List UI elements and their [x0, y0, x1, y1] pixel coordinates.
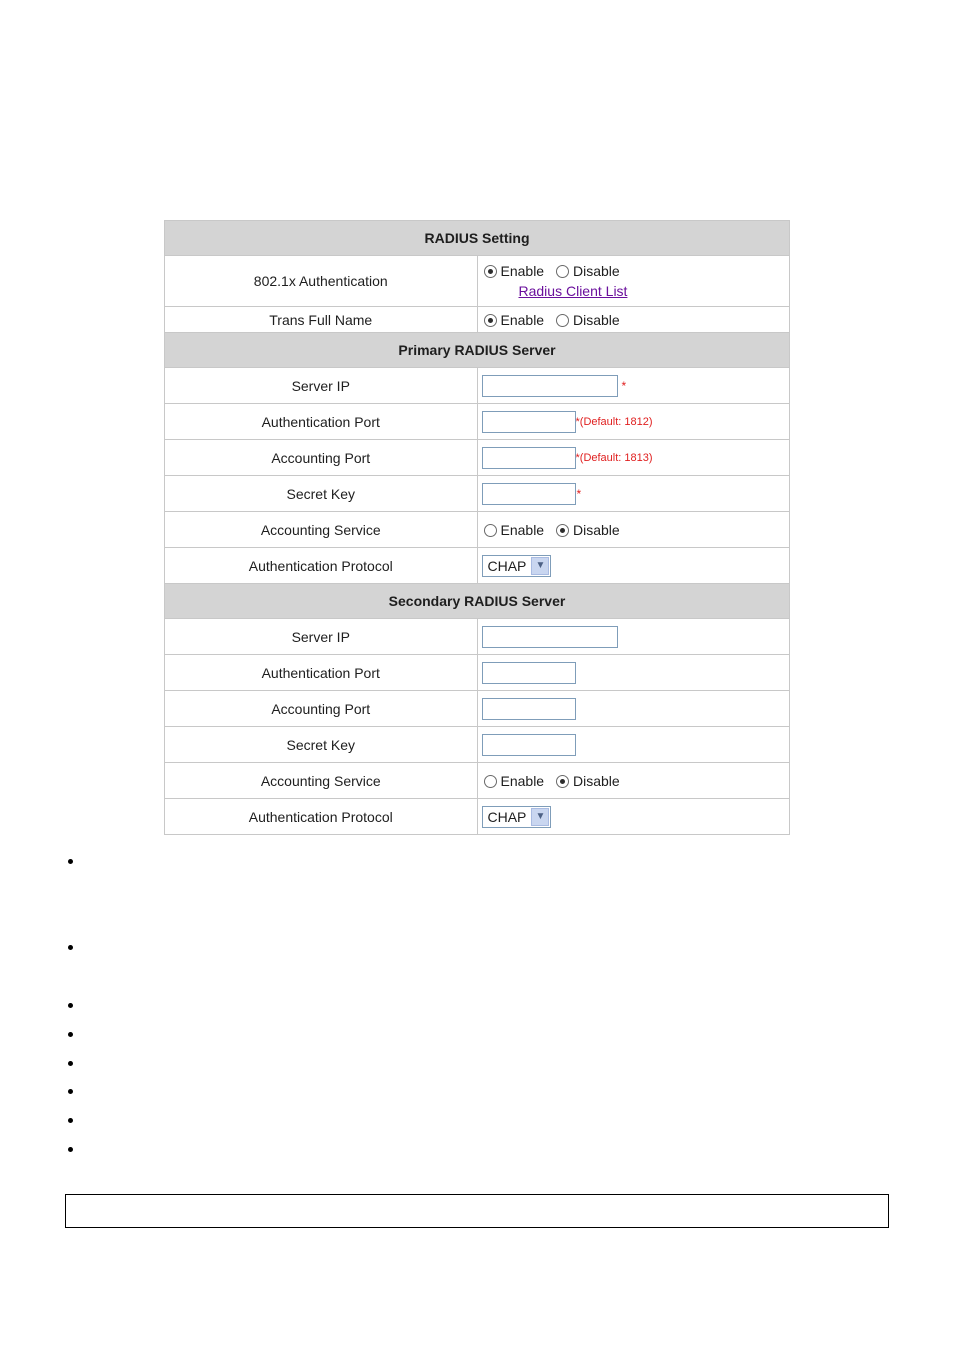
secondary-server-ip-input[interactable] — [482, 626, 618, 648]
bullet-icon — [68, 1118, 73, 1123]
secondary-acct-port-input[interactable] — [482, 698, 576, 720]
auth-8021x-row — [165, 256, 790, 307]
auth-8021x-label: 802.1x Authentication — [165, 256, 478, 307]
auth-8021x-disable-label: Disable — [572, 263, 620, 279]
primary-acct-port-input[interactable] — [482, 447, 576, 469]
trans-full-name-row — [165, 307, 790, 333]
secondary-auth-protocol-label: Authentication Protocol — [165, 799, 478, 835]
required-marker: * — [621, 378, 627, 393]
radius-setting-header: RADIUS Setting — [165, 221, 790, 256]
trans-full-name-disable-label: Disable — [572, 311, 620, 328]
secondary-auth-protocol-value: CHAP — [487, 808, 527, 825]
chevron-down-icon[interactable]: ▼ — [531, 557, 549, 575]
secondary-server-header: Secondary RADIUS Server — [165, 584, 790, 619]
secondary-secret-key-input[interactable] — [482, 734, 576, 756]
secondary-auth-port-label: Authentication Port — [165, 655, 478, 691]
primary-acct-service-disable-label: Disable — [572, 521, 620, 538]
primary-auth-protocol-row — [165, 548, 790, 584]
primary-auth-port-label: Authentication Port — [165, 404, 478, 440]
secondary-acct-port-row — [165, 691, 790, 727]
radius-setting-header-row — [165, 221, 790, 256]
primary-acct-service-enable-radio[interactable] — [484, 524, 497, 537]
primary-secret-key-input[interactable] — [482, 483, 576, 505]
secondary-server-ip-label: Server IP — [165, 619, 478, 655]
primary-auth-protocol-value: CHAP — [487, 557, 527, 574]
primary-acct-service-row — [165, 512, 790, 548]
bullet-icon — [68, 1032, 73, 1037]
auth-8021x-disable-radio[interactable] — [556, 265, 569, 278]
chevron-down-icon[interactable]: ▼ — [531, 808, 549, 826]
secondary-acct-service-row — [165, 763, 790, 799]
radius-settings-table — [164, 220, 790, 835]
trans-full-name-enable-radio[interactable] — [484, 314, 497, 327]
primary-secret-key-label: Secret Key — [165, 476, 478, 512]
primary-acct-service-enable-label: Enable — [500, 521, 545, 538]
secondary-auth-protocol-row — [165, 799, 790, 835]
radius-client-list-link[interactable]: Radius Client List — [518, 283, 628, 299]
primary-server-ip-input[interactable] — [482, 375, 618, 397]
secondary-acct-service-label: Accounting Service — [165, 763, 478, 799]
bullet-icon — [68, 1147, 73, 1152]
primary-auth-protocol-label: Authentication Protocol — [165, 548, 478, 584]
secondary-acct-service-enable-label: Enable — [500, 772, 545, 789]
primary-auth-port-input[interactable] — [482, 411, 576, 433]
secondary-server-ip-row — [165, 619, 790, 655]
secondary-server-header-row — [165, 584, 790, 619]
primary-server-header-row — [165, 333, 790, 368]
bullet-icon — [68, 859, 73, 864]
trans-full-name-disable-radio[interactable] — [556, 314, 569, 327]
primary-acct-service-label: Accounting Service — [165, 512, 478, 548]
required-marker: * — [576, 486, 582, 501]
primary-acct-port-label: Accounting Port — [165, 440, 478, 476]
auth-8021x-enable-label: Enable — [500, 263, 545, 279]
trans-full-name-label: Trans Full Name — [165, 307, 478, 333]
primary-server-ip-row — [165, 368, 790, 404]
secondary-acct-service-disable-label: Disable — [572, 772, 620, 789]
secondary-acct-port-label: Accounting Port — [165, 691, 478, 727]
primary-acct-port-row — [165, 440, 790, 476]
bullet-icon — [68, 1089, 73, 1094]
secondary-auth-protocol-select[interactable] — [482, 806, 552, 828]
bullet-icon — [68, 1003, 73, 1008]
secondary-auth-port-row — [165, 655, 790, 691]
primary-auth-protocol-select[interactable] — [482, 555, 552, 577]
trans-full-name-enable-label: Enable — [500, 311, 545, 328]
bullet-icon — [68, 945, 73, 950]
primary-auth-port-row — [165, 404, 790, 440]
primary-acct-port-hint: *(Default: 1813) — [575, 451, 653, 464]
primary-acct-service-disable-radio[interactable] — [556, 524, 569, 537]
secondary-secret-key-row — [165, 727, 790, 763]
primary-server-header: Primary RADIUS Server — [165, 333, 790, 368]
primary-auth-port-hint: *(Default: 1812) — [575, 415, 653, 428]
primary-secret-key-row — [165, 476, 790, 512]
secondary-acct-service-enable-radio[interactable] — [484, 775, 497, 788]
primary-server-ip-label: Server IP — [165, 368, 478, 404]
bullet-icon — [68, 1061, 73, 1066]
secondary-secret-key-label: Secret Key — [165, 727, 478, 763]
secondary-acct-service-disable-radio[interactable] — [556, 775, 569, 788]
note-box — [65, 1194, 889, 1228]
secondary-auth-port-input[interactable] — [482, 662, 576, 684]
auth-8021x-enable-radio[interactable] — [484, 265, 497, 278]
